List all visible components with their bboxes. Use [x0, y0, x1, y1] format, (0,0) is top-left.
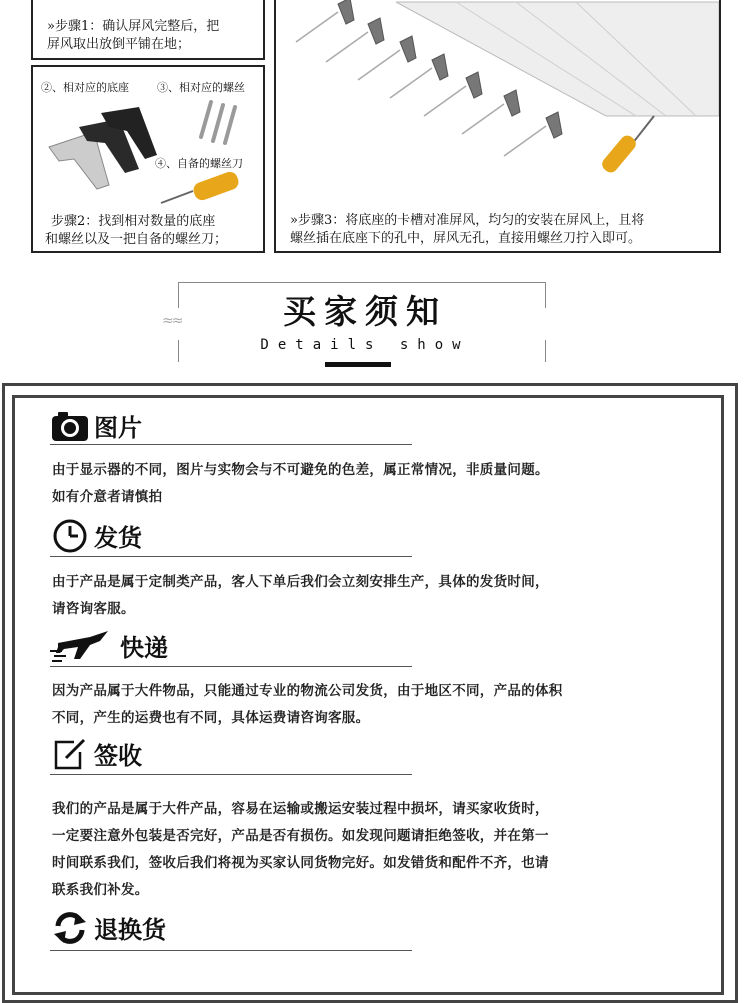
section-signoff-line-3: 时间联系我们，签收后我们将视为买家认同货物完好。如发错货和配件不齐，也请 — [52, 855, 549, 871]
section-title-courier: 快递 — [120, 634, 168, 662]
step1-panel — [31, 0, 265, 60]
page-title: 买家须知 — [283, 292, 447, 331]
step2-line-2: 和螺丝以及一把自备的螺丝刀； — [45, 232, 228, 247]
label-driver: ④、自备的螺丝刀 — [155, 157, 243, 170]
section-signoff-line-4: 联系我们补发。 — [52, 882, 149, 898]
step3-line-2: 螺丝插在底座下的孔中，屏风无孔，直接用螺丝刀拧入即可。 — [290, 231, 642, 246]
step1-line-1: »步骤1：确认屏风完整后，把 — [47, 19, 220, 34]
step3-line-1: »步骤3：将底座的卡槽对准屏风，均匀的安装在屏风上，且将 — [290, 213, 645, 228]
screws-illustration — [201, 102, 235, 143]
section-signoff-line-1: 我们的产品是属于大件产品，容易在运输或搬运安装过程中损坏，请买家收货时， — [52, 801, 549, 817]
section-courier-header — [50, 628, 168, 663]
header-bracket-top — [178, 282, 546, 283]
section-title-signoff: 签收 — [94, 742, 142, 770]
header-underline — [325, 362, 391, 367]
screen-assembly-illustration — [276, 0, 719, 203]
section-signoff-rule — [50, 774, 412, 775]
screwdriver-illustration — [153, 171, 253, 207]
section-shipping-header — [50, 518, 142, 553]
section-shipping-line-1: 由于产品是属于定制类产品，客人下单后我们会立刻安排生产，具体的发货时间， — [52, 574, 549, 590]
label-base: ②、相对应的底座 — [41, 81, 129, 94]
section-title-picture: 图片 — [94, 414, 142, 442]
airplane-icon — [50, 629, 110, 663]
section-title-return: 退换货 — [94, 916, 166, 944]
section-return-rule — [50, 950, 412, 951]
label-screws: ③、相对应的螺丝 — [157, 81, 245, 94]
section-signoff-header — [50, 736, 142, 771]
section-picture-header — [50, 408, 142, 443]
section-courier-line-1: 因为产品属于大件物品，只能通过专业的物流公司发货，由于地区不同，产品的体积 — [52, 683, 563, 699]
section-picture-line-2: 如有介意者请慎拍 — [52, 489, 163, 505]
step2-line-1: 步骤2：找到相对数量的底座 — [51, 214, 216, 229]
page-subtitle: Details show — [260, 337, 470, 353]
wave-decoration-icon: ≈≈ — [162, 313, 182, 329]
section-shipping-line-2: 请咨询客服。 — [52, 601, 135, 617]
exchange-icon — [50, 911, 90, 945]
edit-icon — [50, 737, 90, 771]
clock-icon — [50, 519, 90, 553]
section-courier-rule — [50, 666, 412, 667]
step2-panel — [31, 65, 265, 253]
section-picture-rule — [50, 444, 412, 445]
step1-line-2: 屏风取出放倒平铺在地； — [47, 37, 191, 52]
section-signoff-line-2: 一定要注意外包装是否完好，产品是否有损伤。如发现问题请拒绝签收，并在第一 — [52, 828, 549, 844]
section-shipping-rule — [50, 556, 412, 557]
section-title-shipping: 发货 — [94, 524, 142, 552]
step3-panel — [274, 0, 721, 253]
camera-icon — [50, 409, 90, 443]
section-courier-line-2: 不同，产生的运费也有不同，具体运费请咨询客服。 — [52, 710, 370, 726]
section-picture-line-1: 由于显示器的不同，图片与实物会与不可避免的色差，属正常情况，非质量问题。 — [52, 462, 549, 478]
section-return-header — [50, 910, 166, 945]
